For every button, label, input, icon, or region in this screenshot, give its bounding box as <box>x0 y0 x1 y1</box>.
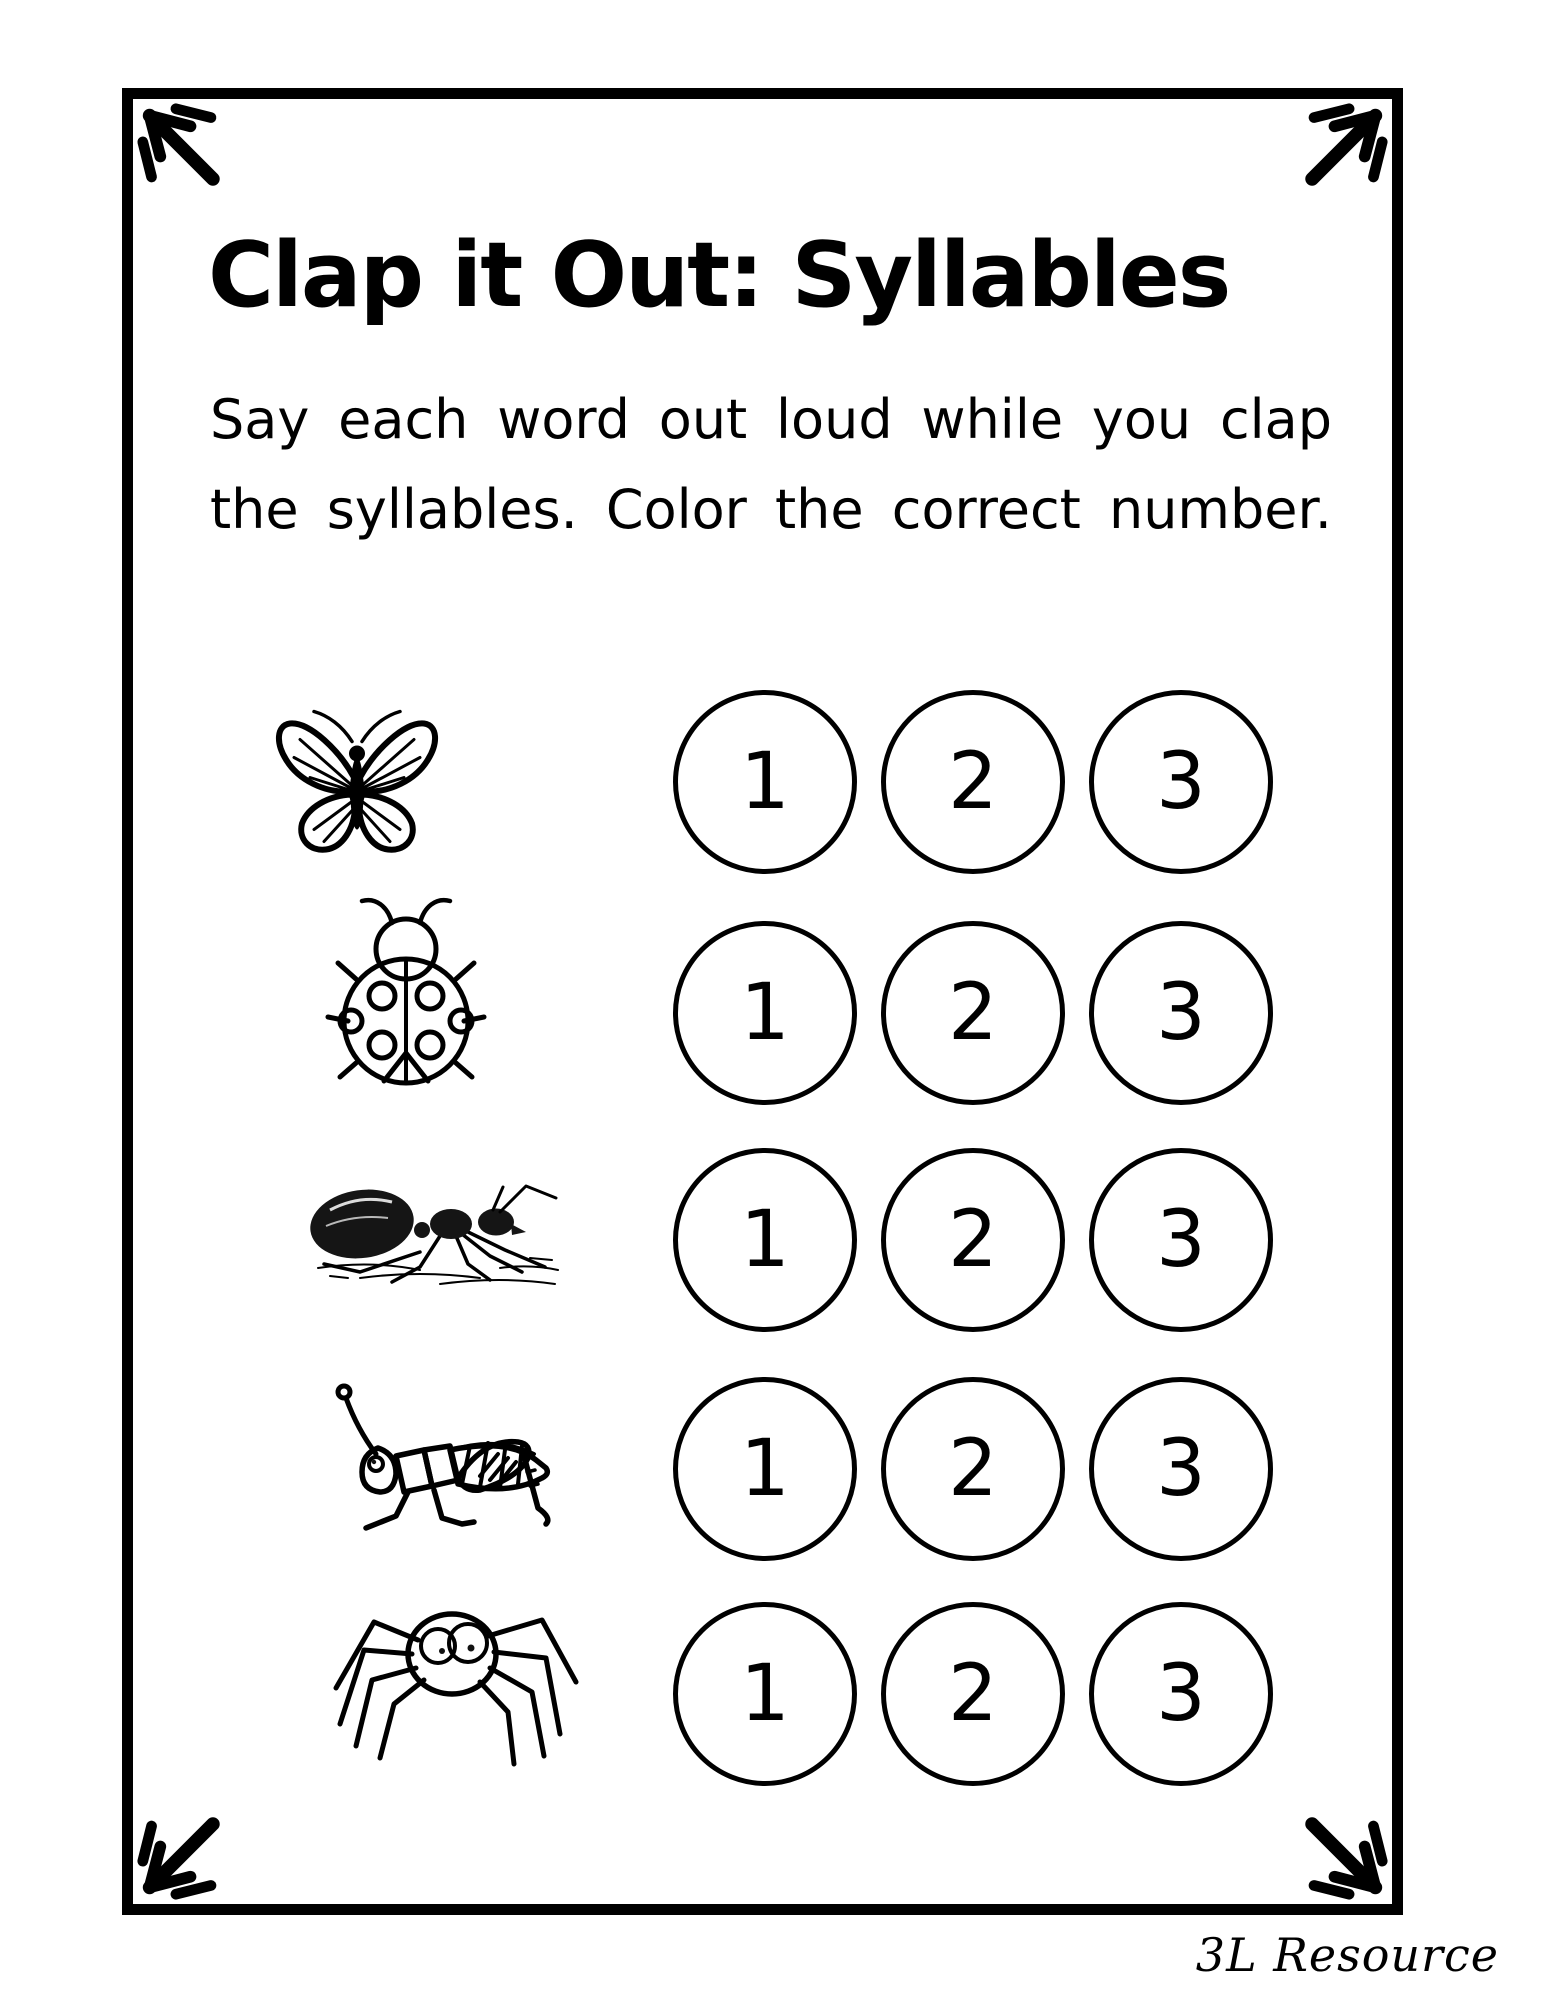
corner-arrow-top-right-icon <box>1278 101 1390 213</box>
instructions-line-2: the syllables. Color the correct number. <box>210 478 1332 541</box>
instructions-line-1: Say each word out loud while you clap <box>210 388 1332 451</box>
brand-watermark: 3L Resource <box>1195 1928 1499 1982</box>
option-ant-1[interactable]: 1 <box>673 1148 857 1332</box>
options-row-butterfly <box>673 690 1273 874</box>
option-ladybug-3[interactable]: 3 <box>1089 921 1273 1105</box>
ladybug-icon <box>318 893 498 1108</box>
option-spider-2[interactable]: 2 <box>881 1602 1065 1786</box>
option-grasshopper-2[interactable]: 2 <box>881 1377 1065 1561</box>
option-grasshopper-1[interactable]: 1 <box>673 1377 857 1561</box>
option-spider-1[interactable]: 1 <box>673 1602 857 1786</box>
options-row-ant <box>673 1148 1273 1332</box>
page-title: Clap it Out: Syllables <box>208 223 1230 328</box>
option-spider-3[interactable]: 3 <box>1089 1602 1273 1786</box>
options-row-grasshopper <box>673 1377 1273 1561</box>
ant-icon <box>300 1172 570 1287</box>
options-row-spider <box>673 1602 1273 1786</box>
option-butterfly-3[interactable]: 3 <box>1089 690 1273 874</box>
option-grasshopper-3[interactable]: 3 <box>1089 1377 1273 1561</box>
option-ladybug-1[interactable]: 1 <box>673 921 857 1105</box>
option-ant-2[interactable]: 2 <box>881 1148 1065 1332</box>
spider-icon <box>320 1596 580 1792</box>
grasshopper-icon <box>312 1380 552 1538</box>
option-ladybug-2[interactable]: 2 <box>881 921 1065 1105</box>
butterfly-icon <box>262 698 452 866</box>
options-row-ladybug <box>673 921 1273 1105</box>
option-ant-3[interactable]: 3 <box>1089 1148 1273 1332</box>
instructions <box>210 388 1332 568</box>
corner-arrow-bottom-left-icon <box>135 1790 247 1902</box>
corner-arrow-top-left-icon <box>135 101 247 213</box>
corner-arrow-bottom-right-icon <box>1278 1790 1390 1902</box>
option-butterfly-1[interactable]: 1 <box>673 690 857 874</box>
option-butterfly-2[interactable]: 2 <box>881 690 1065 874</box>
